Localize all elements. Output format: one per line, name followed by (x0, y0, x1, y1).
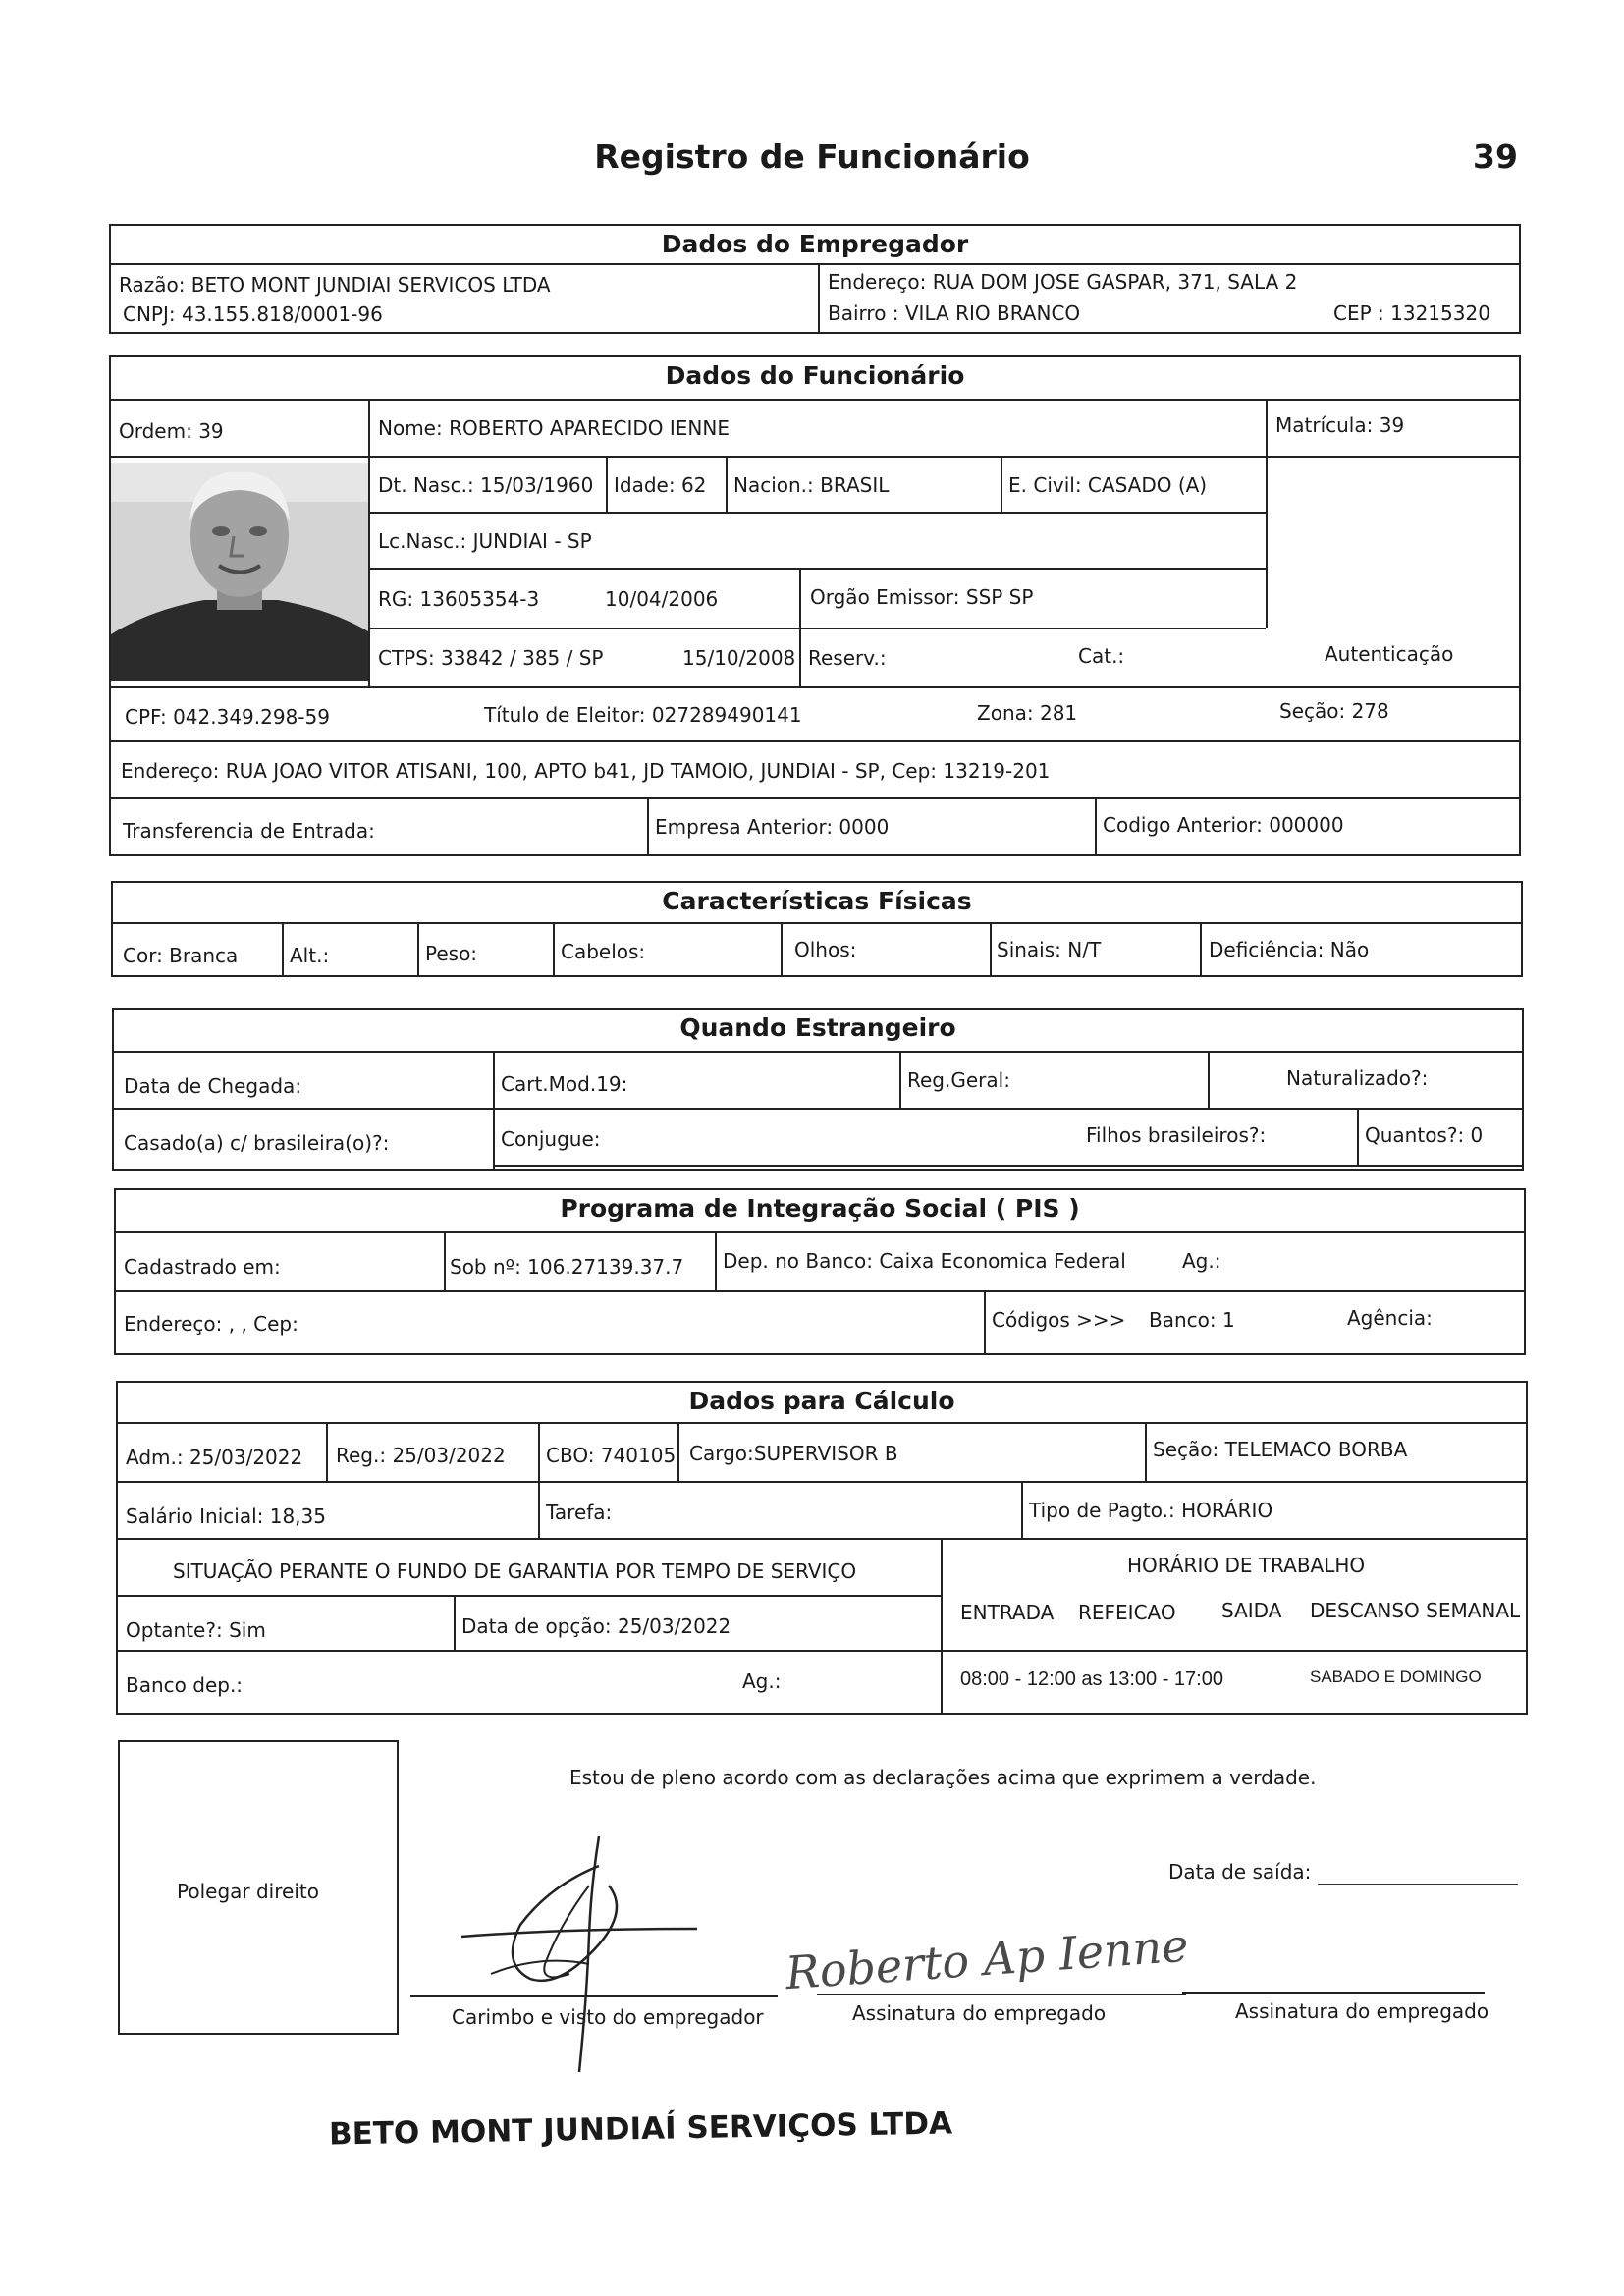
footer-company-name: BETO MONT JUNDIAÍ SERVIÇOS LTDA (328, 2105, 953, 2153)
physical-peso: Peso: (425, 942, 478, 965)
foreigner-conjugue: Conjugue: (501, 1127, 601, 1151)
employee-nacion: Nacion.: BRASIL (733, 473, 890, 497)
employer-section (109, 224, 1521, 334)
physical-section (111, 881, 1523, 977)
physical-olhos: Olhos: (794, 938, 857, 961)
foreigner-naturalizado: Naturalizado?: (1286, 1066, 1429, 1090)
calculation-header: Dados para Cálculo (688, 1387, 955, 1415)
foreigner-reg-geral: Reg.Geral: (907, 1068, 1010, 1092)
physical-cabelos: Cabelos: (561, 940, 646, 963)
pis-endereco: Endereço: , , Cep: (124, 1312, 298, 1336)
declaration-text: Estou de pleno acordo com as declarações acima que exprimem a verdade. (569, 1766, 1317, 1789)
calc-banco-dep: Banco dep.: (126, 1673, 244, 1697)
foreigner-header: Quando Estrangeiro (679, 1013, 956, 1042)
pis-codigos: Códigos >>> (992, 1308, 1126, 1332)
calc-reg: Reg.: 25/03/2022 (336, 1444, 506, 1467)
foreigner-data-chegada: Data de Chegada: (124, 1074, 302, 1098)
calc-saida: SAIDA (1221, 1599, 1282, 1622)
foreigner-cart-mod: Cart.Mod.19: (501, 1072, 628, 1096)
employee-signature-label-2: Assinatura do empregado (1235, 1999, 1489, 2023)
employee-zona: Zona: 281 (977, 701, 1078, 725)
employee-empresa-anterior: Empresa Anterior: 0000 (655, 815, 890, 839)
physical-cor: Cor: Branca (123, 944, 239, 967)
calc-tipo-pagto: Tipo de Pagto.: HORÁRIO (1029, 1499, 1273, 1522)
physical-header: Características Físicas (662, 887, 972, 915)
pis-header: Programa de Integração Social ( PIS ) (560, 1194, 1080, 1223)
pis-dep-banco: Dep. no Banco: Caixa Economica Federal (723, 1249, 1126, 1273)
employee-titulo-eleitor: Título de Eleitor: 027289490141 (484, 703, 802, 727)
portrait-image (111, 463, 368, 681)
employee-ctps-data: 15/10/2008 (682, 646, 796, 670)
calc-horario-title: HORÁRIO DE TRABALHO (1127, 1554, 1366, 1577)
thumbprint-label: Polegar direito (177, 1880, 319, 1903)
employee-signature-text: Roberto Ap Ienne (784, 1918, 1191, 2000)
employee-endereco: Endereço: RUA JOAO VITOR ATISANI, 100, APTO b41, JD TAMOIO, JUNDIAI - SP, Cep: 13219-201 (121, 759, 1051, 783)
foreigner-section (112, 1008, 1524, 1171)
calc-fgts-title: SITUAÇÃO PERANTE O FUNDO DE GARANTIA POR TEMPO DE SERVIÇO (173, 1559, 857, 1583)
calc-descanso: DESCANSO SEMANAL (1310, 1599, 1521, 1622)
foreigner-casado: Casado(a) c/ brasileira(o)?: (124, 1131, 390, 1155)
calc-entrada: ENTRADA (960, 1601, 1055, 1624)
employer-signature-scribble (452, 1827, 746, 2082)
employer-cnpj: CNPJ: 43.155.818/0001-96 (123, 302, 383, 326)
employee-matricula: Matrícula: 39 (1275, 413, 1405, 437)
employee-ctps: CTPS: 33842 / 385 / SP (378, 646, 604, 670)
employee-transferencia: Transferencia de Entrada: (123, 819, 375, 843)
calc-data-opcao: Data de opção: 25/03/2022 (461, 1614, 731, 1638)
employee-photo (111, 463, 368, 681)
physical-alt: Alt.: (290, 944, 330, 967)
calculation-section (116, 1381, 1528, 1715)
calc-optante: Optante?: Sim (126, 1618, 266, 1642)
employee-lc-nasc: Lc.Nasc.: JUNDIAI - SP (378, 529, 592, 553)
employee-estado-civil: E. Civil: CASADO (A) (1008, 473, 1208, 497)
calc-ag: Ag.: (742, 1669, 782, 1693)
employer-razao: Razão: BETO MONT JUNDIAI SERVICOS LTDA (119, 273, 551, 297)
calc-horario: 08:00 - 12:00 as 13:00 - 17:00 (960, 1668, 1223, 1690)
pis-agencia: Agência: (1347, 1306, 1433, 1330)
employee-header: Dados do Funcionário (665, 361, 965, 390)
foreigner-quantos: Quantos?: 0 (1365, 1123, 1484, 1147)
pis-section (114, 1188, 1526, 1355)
calc-cargo: Cargo:SUPERVISOR B (689, 1442, 898, 1465)
employee-orgao-emissor: Orgão Emissor: SSP SP (810, 585, 1034, 609)
employee-autenticacao: Autenticação (1325, 642, 1454, 666)
employee-reserv: Reserv.: (808, 646, 887, 670)
employer-header: Dados do Empregador (661, 230, 969, 258)
page-number: 39 (1473, 137, 1518, 176)
pis-sob-no: Sob nº: 106.27139.37.7 (450, 1255, 684, 1279)
foreigner-filhos: Filhos brasileiros?: (1086, 1123, 1267, 1147)
employee-cat: Cat.: (1078, 644, 1125, 668)
physical-sinais: Sinais: N/T (997, 938, 1102, 961)
employer-bairro: Bairro : VILA RIO BRANCO (828, 301, 1081, 325)
pis-banco: Banco: 1 (1149, 1308, 1235, 1332)
exit-date-label: Data de saída: (1168, 1860, 1312, 1884)
employee-nome: Nome: ROBERTO APARECIDO IENNE (378, 416, 730, 440)
calc-cbo: CBO: 740105 (546, 1444, 677, 1467)
employee-idade: Idade: 62 (614, 473, 707, 497)
page-title: Registro de Funcionário (594, 137, 1030, 176)
employee-dt-nasc: Dt. Nasc.: 15/03/1960 (378, 473, 594, 497)
employer-address: Endereço: RUA DOM JOSE GASPAR, 371, SALA 2 (828, 270, 1298, 294)
employee-signature-label-1: Assinatura do empregado (852, 2001, 1107, 2025)
thumbprint-box (118, 1740, 399, 2035)
employee-cpf: CPF: 042.349.298-59 (125, 705, 330, 729)
employee-rg-data: 10/04/2006 (605, 587, 719, 611)
employee-rg: RG: 13605354-3 (378, 587, 540, 611)
employee-ordem: Ordem: 39 (119, 419, 224, 443)
calc-tarefa: Tarefa: (546, 1501, 613, 1524)
employee-secao: Seção: 278 (1279, 699, 1389, 723)
calc-refeicao: REFEICAO (1078, 1601, 1176, 1624)
pis-cadastrado: Cadastrado em: (124, 1255, 281, 1279)
calc-salario: Salário Inicial: 18,35 (126, 1504, 326, 1528)
physical-deficiencia: Deficiência: Não (1209, 938, 1370, 961)
employee-signature (776, 1915, 1208, 2003)
calc-secao: Seção: TELEMACO BORBA (1153, 1438, 1408, 1461)
calc-descanso-dias: SABADO E DOMINGO (1310, 1667, 1482, 1686)
employer-cep: CEP : 13215320 (1333, 301, 1490, 325)
pis-ag: Ag.: (1182, 1249, 1221, 1273)
employee-codigo-anterior: Codigo Anterior: 000000 (1103, 813, 1344, 837)
employer-signature-label: Carimbo e visto do empregador (452, 2005, 764, 2029)
calc-adm: Adm.: 25/03/2022 (126, 1446, 303, 1469)
